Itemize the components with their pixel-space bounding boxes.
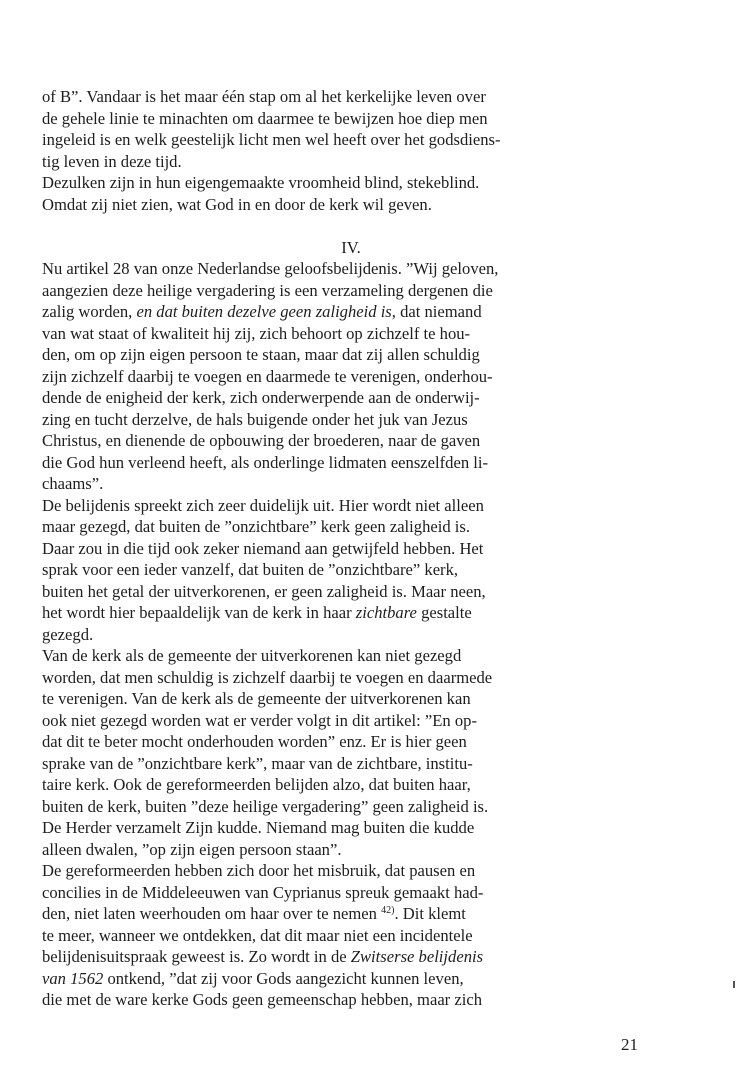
text-line: ingeleid is en welk geestelijk licht men wel heeft over het godsdiens-: [42, 130, 501, 149]
text-line: taire kerk. Ook de gereformeerden belijden alzo, dat buiten haar,: [42, 775, 471, 794]
text-line: [42, 903, 660, 925]
text-run: . Dit klemt: [394, 904, 466, 923]
text-line: Dezulken zijn in hun eigengemaakte vroomheid blind, stekeblind.: [42, 173, 480, 192]
text-run: den, niet laten weerhouden om haar over te nemen: [42, 904, 382, 923]
text-line: van wat staat of kwaliteit hij zij, zich behoort op zichzelf te hou-: [42, 323, 471, 343]
emphasis-text: zichtbare: [355, 603, 417, 622]
text-line: Daar zou in die tijd ook zeker niemand aan getwijfeld hebben. Het: [42, 538, 484, 558]
footnote-reference: 42): [381, 905, 395, 916]
text-line: buiten de kerk, buiten ”deze heilige vergadering” geen zaligheid is.: [42, 796, 489, 816]
text-line: dende de enigheid der kerk, zich onderwerpende aan de onderwij-: [42, 388, 480, 407]
text-line: ook niet gezegd worden wat er verder volgt in dit artikel: ”En op-: [42, 710, 477, 730]
text-line: alleen dwalen, ”op zijn eigen persoon staan”.: [42, 839, 342, 859]
text-line: gezegd.: [42, 624, 94, 644]
text-line: Omdat zij niet zien, wat God in en door de kerk wil geven.: [42, 194, 432, 214]
text-line: sprak voor een ieder vanzelf, dat buiten de ”onzichtbare” kerk,: [42, 560, 459, 579]
text-line: Nu artikel 28 van onze Nederlandse geloofsbelijdenis. ”Wij geloven,: [42, 259, 499, 278]
paragraph-belijdenis: [42, 495, 660, 646]
text-line: De gereformeerden hebben zich door het misbruik, dat pausen en: [42, 861, 476, 880]
page-body: [42, 86, 660, 1011]
text-line: zing en tucht derzelve, de hals buigende onder het juk van Jezus: [42, 409, 468, 429]
text-line: tig leven in deze tijd.: [42, 151, 182, 171]
text-line: te verenigen. Van de kerk als de gemeente der uitverkorenen kan: [42, 689, 471, 708]
text-line: worden, dat men schuldig is zichzelf daarbij te voegen en daarmede: [42, 667, 493, 687]
text-line: De belijdenis spreekt zich zeer duidelijk uit. Hier wordt niet alleen: [42, 495, 484, 515]
text-line: maar gezegd, dat buiten de ”onzichtbare” kerk geen zaligheid is.: [42, 517, 471, 536]
paragraph-article-28: [42, 258, 660, 495]
spacer: [42, 215, 660, 237]
text-line: aangezien deze heilige vergadering is een verzameling dergenen die: [42, 280, 493, 300]
text-line: die met de ware kerke Gods geen gemeenschap hebben, maar zich: [42, 990, 482, 1009]
text-line: zijn zichzelf daarbij te voegen en daarmede te verenigen, onderhou-: [42, 366, 493, 386]
text-line: Van de kerk als de gemeente der uitverkorenen kan niet gezegd: [42, 646, 462, 665]
text-line: [42, 301, 660, 323]
text-line: de gehele linie te minachten om daarmee te bewijzen hoe diep men: [42, 108, 488, 128]
text-line: te meer, wanneer we ontdekken, dat dit maar niet een incidentele: [42, 925, 473, 945]
paragraph-gereformeerden: [42, 860, 660, 1011]
text-run: het wordt hier bepaaldelijk van de kerk in haar: [42, 603, 356, 622]
text-run: , dat niemand: [391, 302, 482, 321]
emphasis-text: en dat buiten dezelve geen zaligheid is: [136, 302, 392, 321]
section-heading: IV.: [341, 237, 361, 257]
paragraph-blind: [42, 172, 660, 215]
text-line: of B”. Vandaar is het maar één stap om al het kerkelijke leven over: [42, 87, 486, 106]
text-line: [42, 968, 660, 990]
text-line: chaams”.: [42, 474, 104, 493]
page-number: 21: [621, 1035, 638, 1054]
text-line: De Herder verzamelt Zijn kudde. Niemand mag buiten die kudde: [42, 818, 475, 837]
emphasis-text: Zwitserse belijdenis: [350, 947, 484, 966]
text-line: concilies in de Middeleeuwen van Cyprianus spreuk gemaakt had-: [42, 882, 484, 902]
text-line: dat dit te beter mocht onderhouden worden” enz. Er is hier geen: [42, 732, 467, 751]
text-run: zalig worden,: [42, 302, 137, 321]
text-run: belijdenisuitspraak geweest is. Zo wordt in de: [42, 947, 351, 966]
text-line: die God hun verleend heeft, als onderlinge lidmaten eenszelfden li-: [42, 452, 489, 472]
paragraph-intro: [42, 86, 660, 172]
scan-edge-mark: [733, 981, 735, 988]
text-line: den, om op zijn eigen persoon te staan, maar dat zij allen schuldig: [42, 345, 480, 364]
text-run: ontkend, ”dat zij voor Gods aangezicht kunnen leven,: [103, 968, 464, 988]
emphasis-text: van 1562: [42, 968, 104, 988]
paragraph-gemeente: [42, 645, 660, 860]
text-line: buiten het getal der uitverkorenen, er geen zaligheid is. Maar neen,: [42, 581, 486, 601]
text-line: [42, 602, 660, 624]
text-line: [42, 946, 660, 968]
text-run: gestalte: [416, 603, 472, 622]
text-line: sprake van de ”onzichtbare kerk”, maar van de zichtbare, institu-: [42, 753, 473, 773]
text-line: Christus, en dienende de opbouwing der broederen, naar de gaven: [42, 431, 481, 450]
